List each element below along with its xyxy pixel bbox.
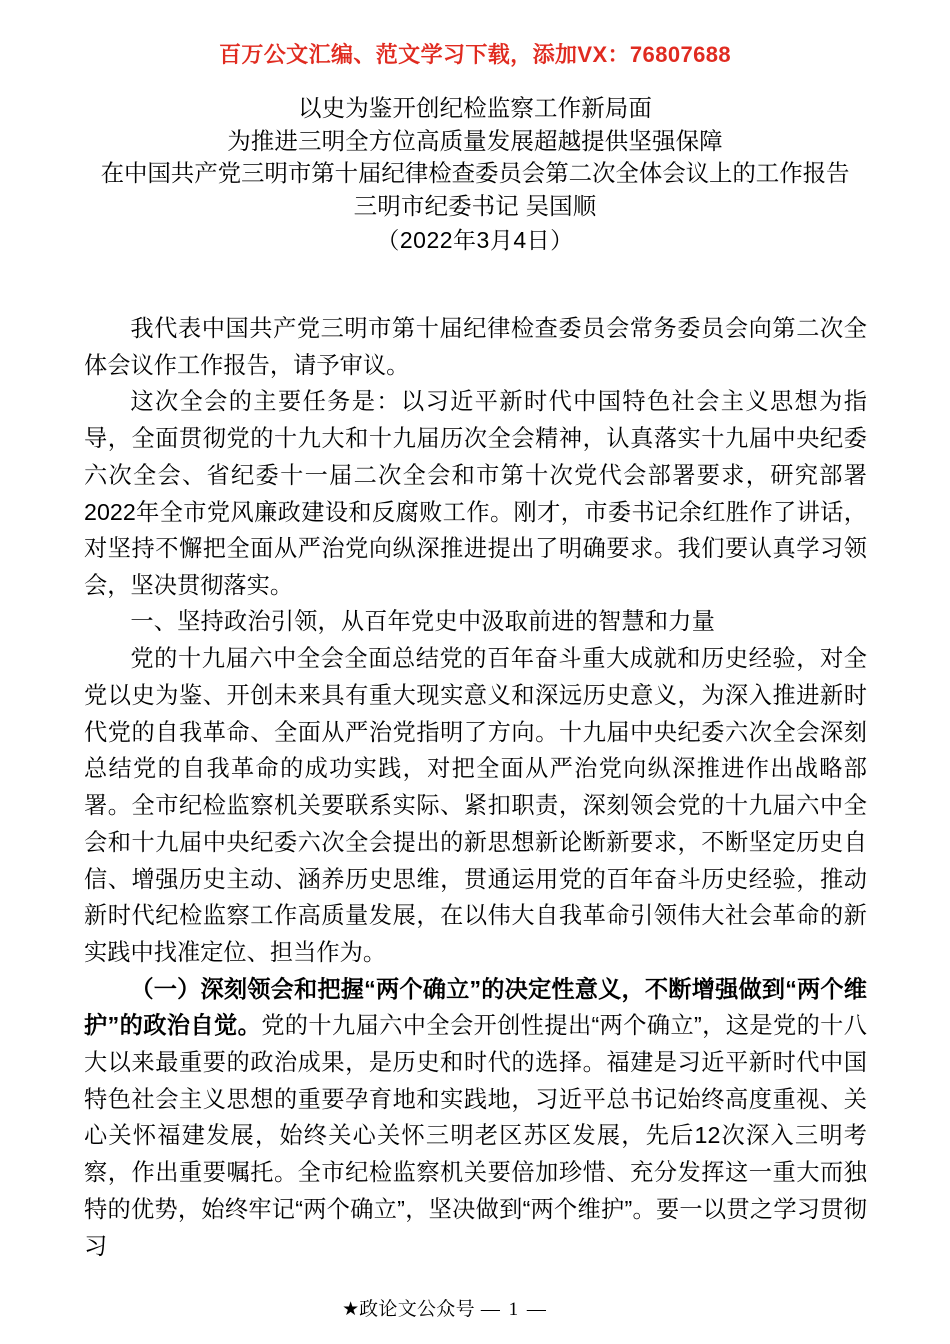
paragraph-main-task: 这次全会的主要任务是：以习近平新时代中国特色社会主义思想为指导，全面贯彻党的十九大和十九届历次全会精神，认真落实十九届中央纪委六次全会、省纪委十一届二次全会和市第十次党代会部署要求，研究部署2022年全市党风廉政建设和反腐败工作。刚才，市委书记余红胜作了讲话，对坚持不懈把全面从严治党向纵深推进提出了明确要求。我们要认真学习领会，坚决贯彻落实。	[84, 388, 867, 598]
paragraph-section-1-intro: 党的十九届六中全会全面总结党的百年奋斗重大成就和历史经验，对全党以史为鉴、开创未来具有重大现实意义和深远历史意义，为深入推进新时代党的自我革命、全面从严治党指明了方向。十九届中央纪委六次全会深刻总结党的自我革命的成功实践，对把全面从严治党向纵深推进作出战略部署。全市纪检监察机关要联系实际、紧扣职责，深刻领会党的十九届六中全会和十九届中央纪委六次全会提出的新思想新论断新要求，不断坚定历史自信、增强历史主动、涵养历史思维，贯通运用党的百年奋斗历史经验，推动新时代纪检监察工作高质量发展，在以伟大自我革命引领伟大社会革命的新实践中找准定位、担当作为。	[84, 645, 867, 965]
title-date-line: （2022年3月4日）	[376, 227, 574, 253]
section-heading-1: 一、坚持政治引领，从百年党史中汲取前进的智慧和力量	[130, 608, 716, 635]
footer-content	[342, 1298, 548, 1322]
subsection-1-body: 党的十九届六中全会开创性提出“两个确立”，这是党的十八大以来最重要的政治成果，是历史和时代的选择。福建是习近平新时代中国特色社会主义思想的重要孕育地和实践地，习近平总书记始终高度重视、关心关怀福建发展，始终关心关怀三明老区苏区发展，先后12次深入三明考察，作出重要嘱托。全市纪检监察机关要倍加珍惜、充分发挥这一重大而独特的优势，始终牢记“两个确立”，坚决做到“两个维护”。要一以贯之学习贯彻习	[84, 1012, 867, 1259]
title-author-line: 三明市纪委书记 吴国顺	[353, 192, 597, 219]
promo-banner	[0, 44, 950, 66]
footer-page-number: — 1 —	[480, 1299, 548, 1320]
star-icon: ★	[342, 1299, 360, 1320]
paragraph-subsection-1	[84, 971, 867, 1265]
paragraph-opening: 我代表中国共产党三明市第十届纪律检查委员会常务委员会向第二次全体会议作工作报告，请予审议。	[84, 315, 867, 378]
page-footer	[0, 1298, 950, 1322]
title-line-1: 以史为鉴开创纪检监察工作新局面	[298, 95, 652, 121]
document-body	[84, 310, 867, 1264]
subsection-1-bold-lead: （一）深刻领会和把握“两个确立”的决定性意义，不断增强做到“两个维护”的政治自觉。	[84, 975, 867, 1039]
title-line-3: 在中国共产党三明市第十届纪律检查委员会第二次全体会议上的工作报告	[100, 160, 850, 186]
document-title-block	[50, 92, 900, 257]
promo-banner-text: 百万公文汇编、范文学习下载，添加VX：76807688	[218, 42, 732, 67]
title-line-2: 为推进三明全方位高质量发展超越提供坚强保障	[227, 127, 723, 154]
footer-brand-label: 政论文公众号	[359, 1299, 475, 1320]
